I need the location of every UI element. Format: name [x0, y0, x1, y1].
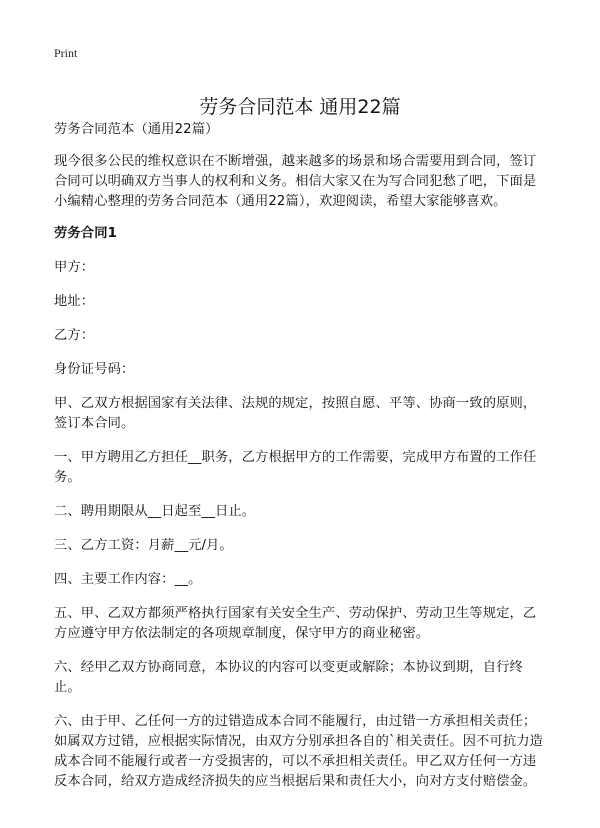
clause-preamble: 甲、乙双方根据国家有关法律、法规的规定，按照自愿、平等、协商一致的原则，签订本合同。 — [54, 396, 537, 431]
clause-5-regulations: 五、甲、乙双方都须严格执行国家有关安全生产、劳动保护、劳动卫生等规定，乙方应遵守甲方依法制定的各项规章制度，保守甲方的商业秘密。 — [54, 606, 537, 641]
section-heading: 劳务合同1 — [54, 226, 117, 241]
clause-party-b: 乙方： — [54, 328, 95, 343]
clause-1-position: 一、甲方聘用乙方担任__职务，乙方根据甲方的工作需要，完成甲方布置的工作任务。 — [54, 450, 537, 485]
clause-6-liability: 六、由于甲、乙任何一方的过错造成本合同不能履行，由过错一方承担相关责任；如属双方过错，应根据实际情况，由双方分别承担各自的`相关责任。因不可抗力造成本合同不能履行或者一方受损害的，可以不承担相关责任。甲乙双方任何一方违反本合同，给双方造成经济损失的应当根据后果和责任大小，向对方支付赔偿金。 — [54, 714, 544, 789]
print-link[interactable]: Print — [54, 46, 78, 60]
document-body — [54, 120, 546, 806]
clause-2-term: 二、聘用期限从__日起至__日止。 — [54, 504, 256, 519]
intro-paragraph: 现今很多公民的维权意识在不断增强，越来越多的场景和场合需要用到合同，签订合同可以明确双方当事人的权利和义务。相信大家又在为写合同犯愁了吧，下面是小编精心整理的劳务合同范本（通用22篇），欢迎阅读，希望大家能够喜欢。 — [54, 154, 537, 209]
document-subtitle: 劳务合同范本（通用22篇） — [54, 122, 219, 137]
clause-6-modification: 六、经甲乙双方协商同意，本协议的内容可以变更或解除；本协议到期，自行终止。 — [54, 660, 523, 695]
clause-id-number: 身份证号码： — [54, 362, 135, 377]
clause-address: 地址： — [54, 294, 95, 309]
clause-3-salary: 三、乙方工资：月薪__元/月。 — [54, 538, 233, 553]
page-title: 劳务合同范本 通用22篇 — [199, 95, 401, 118]
clause-party-a: 甲方： — [54, 260, 95, 275]
clause-4-duties: 四、主要工作内容：__。 — [54, 572, 202, 587]
